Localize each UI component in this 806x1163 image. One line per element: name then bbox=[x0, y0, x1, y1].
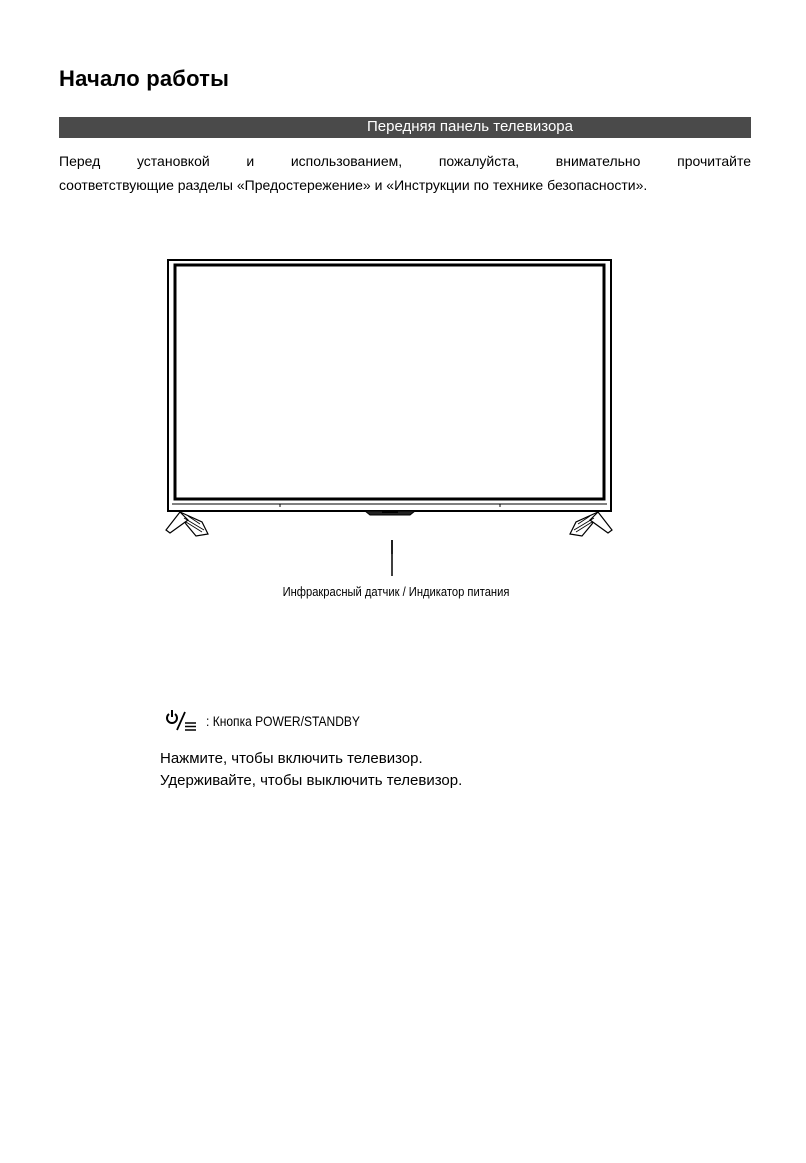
section-header-bar bbox=[59, 117, 751, 138]
intro-paragraph bbox=[59, 149, 751, 197]
tv-outer-frame bbox=[168, 260, 611, 511]
power-button-label: : Кнопка POWER/STANDBY bbox=[206, 713, 360, 729]
intro-line-1: Перед установкой и использованием, пожалуйста, внимательно прочитайте bbox=[59, 153, 751, 169]
instruction-hold: Удерживайте, чтобы выключить телевизор. bbox=[160, 772, 463, 789]
section-header-text: Передняя панель телевизора bbox=[367, 118, 573, 135]
figure-caption: Инфракрасный датчик / Индикатор питания bbox=[282, 584, 510, 599]
intro-line-2: соответствующие разделы «Предостережение» и «Инструкции по технике безопасности». bbox=[59, 177, 648, 193]
tv-right-stand bbox=[570, 512, 612, 536]
tv-screen bbox=[175, 265, 604, 499]
sensor-callout-line-lower bbox=[390, 540, 394, 576]
power-standby-icon bbox=[164, 708, 200, 734]
tv-front-illustration bbox=[160, 254, 620, 554]
power-button-row bbox=[164, 708, 385, 734]
page-title: Начало работы bbox=[59, 66, 230, 91]
tv-front-figure bbox=[160, 254, 620, 559]
instruction-press: Нажмите, чтобы включить телевизор. bbox=[160, 750, 423, 767]
tv-left-stand bbox=[166, 512, 208, 536]
power-instructions bbox=[160, 748, 462, 792]
